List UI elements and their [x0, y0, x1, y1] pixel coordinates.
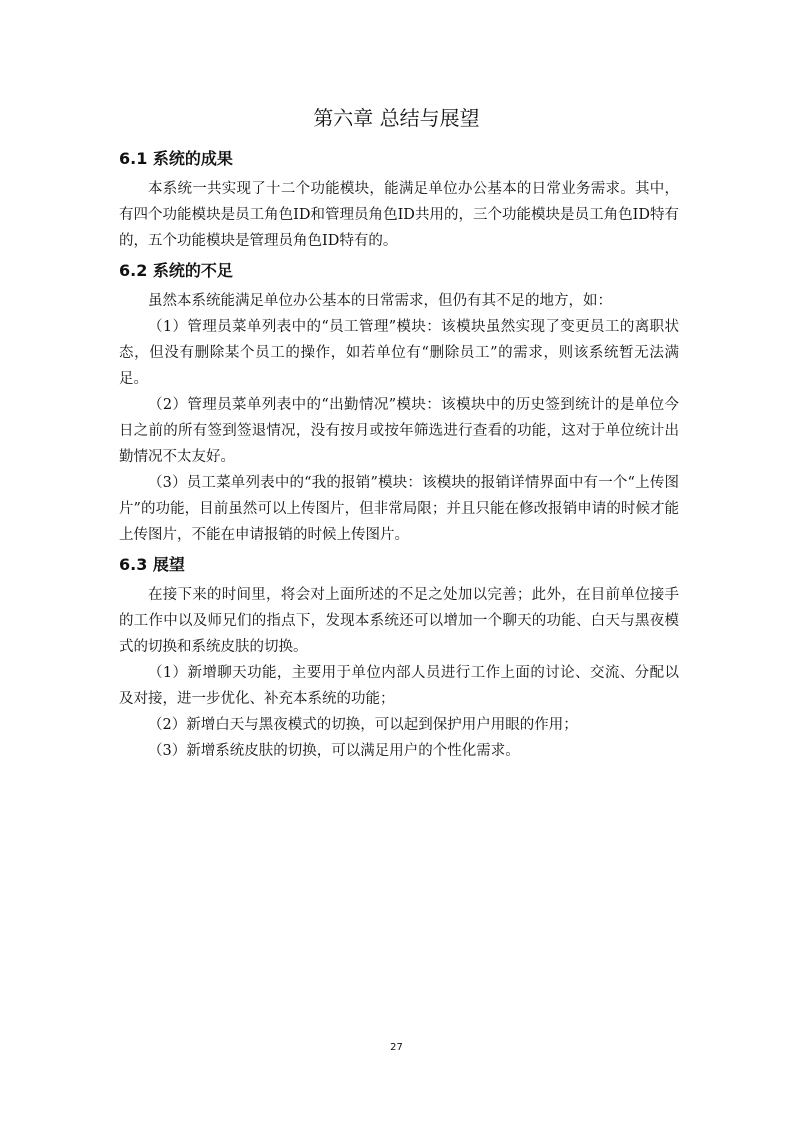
paragraph: （3）员工菜单列表中的“我的报销”模块：该模块的报销详情界面中有一个“上传图片”的功能，目前虽然可以上传图片，但非常局限；并且只能在修改报销申请的时候才能上传图片，不能在申请报销的时候上传图片。: [119, 475, 679, 543]
page-number: 27: [390, 1042, 403, 1053]
paragraph: （3）新增系统皮肤的切换，可以满足用户的个性化需求。: [148, 743, 520, 759]
section-shortcomings: [119, 258, 679, 548]
paragraph: 本系统一共实现了十二个功能模块，能满足单位办公基本的日常业务需求。其中，有四个功能模块是员工角色ID和管理员角色ID共用的，三个功能模块是员工角色ID特有的，五个功能模块是管理员角色ID特有的。: [119, 181, 679, 249]
section-heading: 6.2 系统的不足: [119, 261, 233, 280]
paragraph: （2）新增白天与黑夜模式的切换，可以起到保护用户用眼的作用；: [148, 717, 578, 733]
paragraph: （1）新增聊天功能，主要用于单位内部人员进行工作上面的讨论、交流、分配以及对接，进一步优化、补充本系统的功能；: [119, 665, 679, 707]
paragraph: 在接下来的时间里，将会对上面所述的不足之处加以完善；此外，在目前单位接手的工作中以及师兄们的指点下，发现本系统还可以增加一个聊天的功能、白天与黑夜模式的切换和系统皮肤的切换。: [119, 587, 679, 655]
paragraph: 虽然本系统能满足单位办公基本的日常需求，但仍有其不足的地方，如：: [148, 293, 612, 309]
section-heading: 6.3 展望: [119, 555, 185, 574]
section-heading: 6.1 系统的成果: [119, 149, 233, 168]
section-outlook: [119, 552, 679, 764]
page-content: [119, 146, 679, 768]
section-results: [119, 146, 679, 254]
paragraph: （1）管理员菜单列表中的“员工管理”模块：该模块虽然实现了变更员工的离职状态，但没有删除某个员工的操作，如若单位有“删除员工”的需求，则该系统暂无法满足。: [119, 319, 679, 387]
chapter-title: 第六章 总结与展望: [313, 106, 480, 130]
paragraph: （2）管理员菜单列表中的“出勤情况”模块：该模块中的历史签到统计的是单位今日之前的所有签到签退情况，没有按月或按年筛选进行查看的功能，这对于单位统计出勤情况不太友好。: [119, 397, 679, 465]
